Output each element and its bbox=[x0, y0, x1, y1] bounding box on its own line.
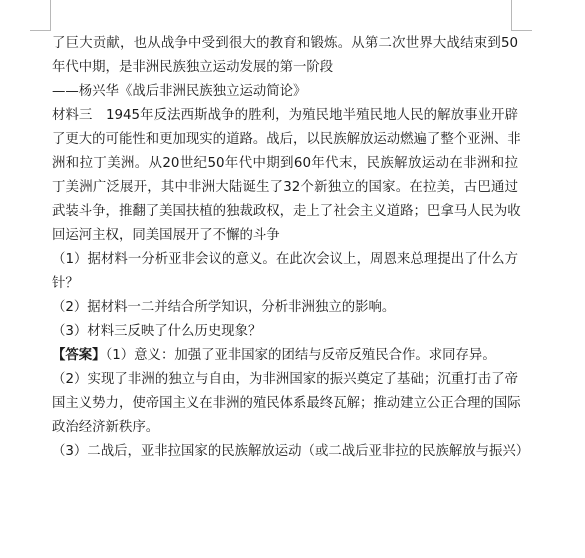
text-line: 洲和拉丁美洲。从20世纪50年代中期到60年代末，民族解放运动在非洲和拉 bbox=[52, 156, 518, 171]
text-line: 年代中期，是非洲民族独立运动发展的第一阶段 bbox=[52, 60, 334, 75]
answer-1: 【答案】（1）意义：加强了亚非国家的团结与反帝反殖民合作。求同存异。 bbox=[52, 348, 496, 363]
answer-label: 【答案】 bbox=[52, 348, 106, 363]
answer-3: （3）二战后，亚非拉国家的民族解放运动（或二战后亚非拉的民族解放与振兴） bbox=[52, 444, 530, 459]
text-line: 材料三 1945年反法西斯战争的胜利，为殖民地半殖民地人民的解放事业开辟 bbox=[52, 108, 518, 123]
text-line: 丁美洲广泛展开，其中非洲大陆诞生了32个新独立的国家。在拉美，古巴通过 bbox=[52, 180, 518, 195]
crop-mark-top-left bbox=[30, 0, 51, 31]
answer-2-continued: 国主义势力，使帝国主义在非洲的殖民体系最终瓦解；推动建立公正合理的国际 bbox=[52, 396, 521, 411]
text-line: 了巨大贡献，也从战争中受到很大的教育和锻炼。从第二次世界大战结束到50 bbox=[52, 36, 518, 51]
question-2: （2）据材料一二并结合所学知识，分析非洲独立的影响。 bbox=[52, 300, 396, 315]
question-3: （3）材料三反映了什么历史现象？ bbox=[52, 324, 262, 339]
question-1-continued: 针？ bbox=[52, 276, 79, 291]
text-line: 回运河主权，同美国展开了不懈的斗争 bbox=[52, 228, 280, 243]
text-line: 武装斗争，推翻了美国扶植的独裁政权，走上了社会主义道路；巴拿马人民为收 bbox=[52, 204, 521, 219]
document-body bbox=[52, 36, 530, 460]
text-line: 了更大的可能性和更加现实的道路。战后，以民族解放运动燃遍了整个亚洲、非 bbox=[52, 132, 521, 147]
answer-2-end: 政治经济新秩序。 bbox=[52, 420, 160, 435]
answer-2: （2）实现了非洲的独立与自由，为非洲国家的振兴奠定了基础；沉重打击了帝 bbox=[52, 372, 518, 387]
source-citation: ——杨兴华《战后非洲民族独立运动简论》 bbox=[52, 84, 307, 99]
crop-mark-top-right bbox=[511, 0, 532, 31]
question-1: （1）据材料一分析亚非会议的意义。在此次会议上，周恩来总理提出了什么方 bbox=[52, 252, 518, 267]
